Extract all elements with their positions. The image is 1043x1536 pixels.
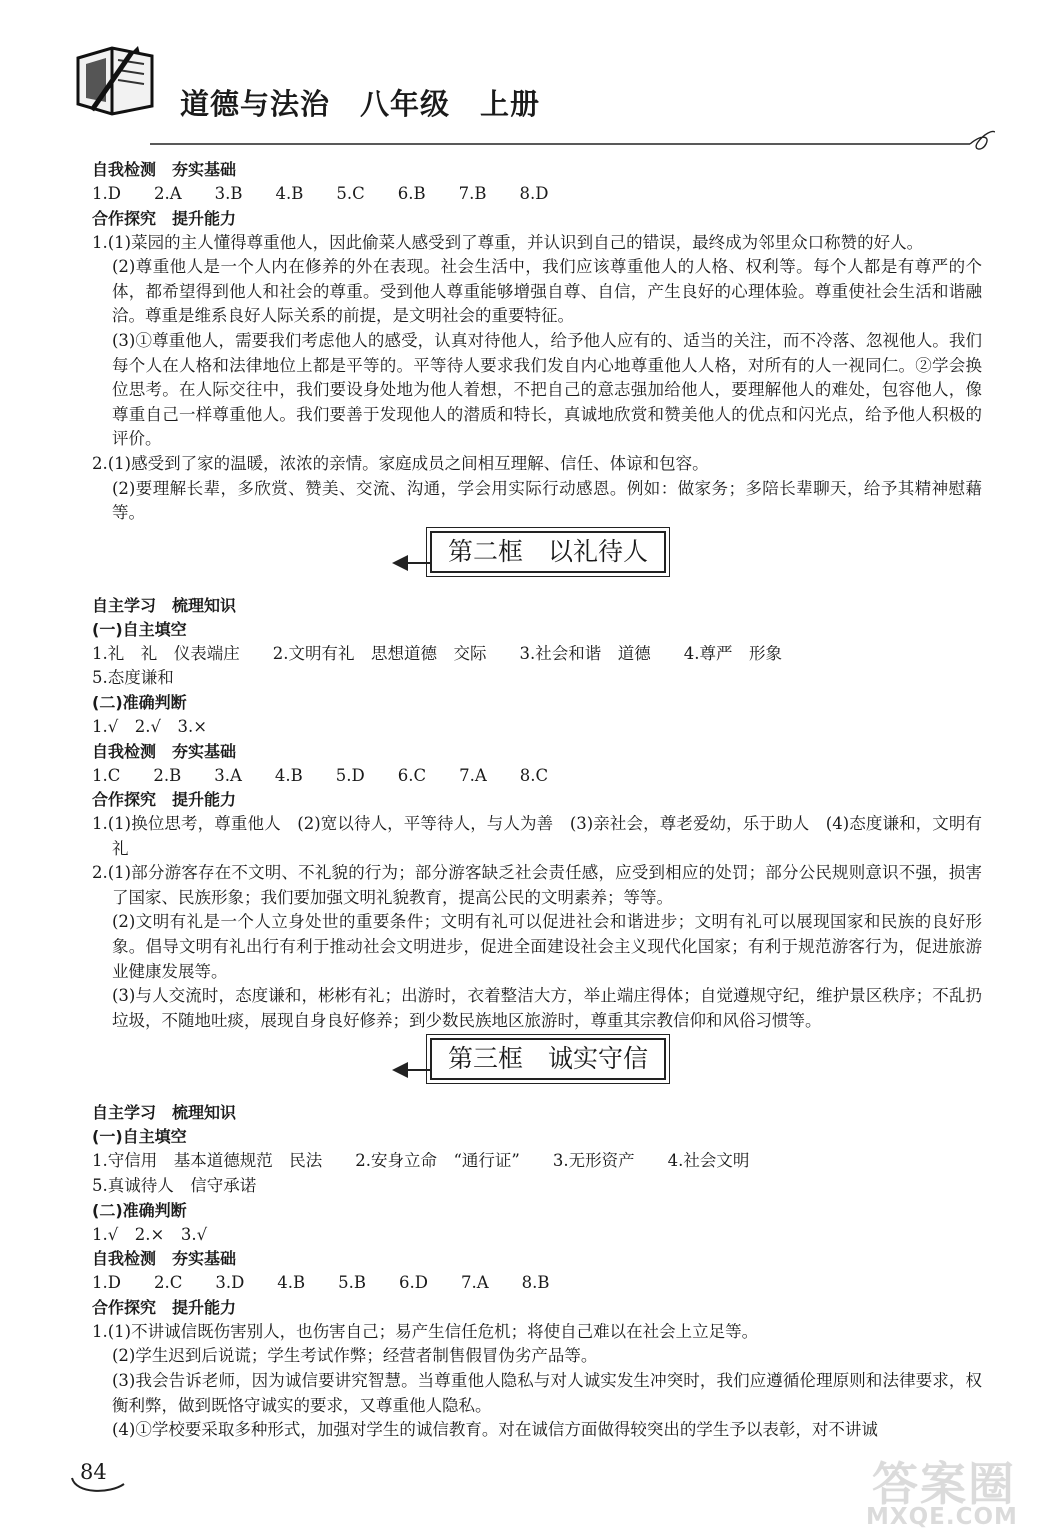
answer-content [92, 158, 982, 1443]
page-header [0, 0, 1043, 150]
answer-line: 1.守信用 基本道德规范 民法 2.安身立命 “通行证” 3.无形资产 4.社会文明 [92, 1151, 750, 1171]
answer-line: 5.态度谦和 [92, 668, 174, 688]
answer-paragraph: 1.(1)菜园的主人懂得尊重他人，因此偷菜人感受到了尊重，并认识到自己的错误，最终成为邻里众口称赞的好人。 [92, 232, 924, 252]
section-banner [92, 1038, 982, 1098]
answer-paragraph: 2.(1)部分游客存在不文明、不礼貌的行为；部分游客缺乏社会责任感，应受到相应的处罚；部分公民规则意识不强，损害了国家、民族形象；我们要加强文明礼貌教育，提高公民的文明素养；等等。 [92, 863, 982, 907]
banner-title: 第三框 诚实守信 [430, 1038, 666, 1080]
sub-heading: (二)准确判断 [92, 1200, 187, 1220]
answer-paragraph: (2)要理解长辈，多欣赏、赞美、交流、沟通，学会用实际行动感恩。例如：做家务；多陪长辈聊天，给予其精神慰藉等。 [112, 478, 982, 523]
section-heading: 合作探究 提升能力 [92, 790, 237, 810]
answer-line: 1.D 2.A 3.B 4.B 5.C 6.B 7.B 8.D [92, 184, 549, 203]
header-divider [150, 130, 995, 154]
section-heading: 自我检测 夯实基础 [92, 1249, 237, 1269]
section-heading: 自主学习 梳理知识 [92, 595, 237, 615]
answer-line: 1.礼 礼 仪表端庄 2.文明有礼 思想道德 交际 3.社会和谐 道德 4.尊严 形象 [92, 643, 782, 663]
page-number-decoration [70, 1476, 126, 1496]
section-heading: 自主学习 梳理知识 [92, 1103, 237, 1123]
answer-paragraph: (2)学生迟到后说谎；学生考试作弊；经营者制售假冒伪劣产品等。 [112, 1346, 598, 1366]
section-heading: 自我检测 夯实基础 [92, 741, 237, 761]
section-heading: 合作探究 提升能力 [92, 1297, 237, 1317]
answer-paragraph: (2)文明有礼是一个人立身处世的重要条件；文明有礼可以促进社会和谐进步；文明有礼可以展现国家和民族的良好形象。倡导文明有礼出行有利于推动社会文明进步，促进全面建设社会主义现代化国家；有利于规范游客行为，促进旅游业健康发展等。 [112, 912, 982, 981]
answer-line: 5.真诚待人 信守承诺 [92, 1176, 257, 1196]
answer-paragraph: 1.(1)换位思考，尊重他人 (2)宽以待人，平等待人，与人为善 (3)亲社会，尊老爱幼，乐于助人 (4)态度谦和，文明有礼 [92, 814, 982, 858]
answer-paragraph: (3)我会告诉老师，因为诚信要讲究智慧。当尊重他人隐私与对人诚实发生冲突时，我们应遵循伦理原则和法律要求，权衡利弊，做到既恪守诚实的要求，又尊重他人隐私。 [112, 1371, 982, 1415]
answer-line: 1.C 2.B 3.A 4.B 5.D 6.C 7.A 8.C [92, 765, 549, 785]
sub-heading: (一)自主填空 [92, 619, 187, 639]
banner-title: 第二框 以礼待人 [430, 531, 666, 573]
watermark-url-text: MXQE.COM [866, 1504, 1018, 1530]
watermark [862, 1448, 1018, 1530]
section-banner [92, 531, 982, 591]
answer-paragraph: (4)①学校要采取多种形式，加强对学生的诚信教育。对在诚信方面做得较突出的学生予以表彰，对不讲诚 [112, 1420, 878, 1440]
answer-paragraph: (2)尊重他人是一个人内在修养的外在表现。社会生活中，我们应该尊重他人的人格、权利等。每个人都是有尊严的个体，都希望得到他人和社会的尊重。受到他人尊重能够增强自尊、自信，产生良好的心理体验。尊重使社会生活和谐融洽。尊重是维系良好人际关系的前提，是文明社会的重要特征。 [112, 257, 982, 326]
answer-paragraph: (3)与人交流时，态度谦和，彬彬有礼；出游时，衣着整洁大方，举止端庄得体；自觉遵规守纪，维护景区秩序；不乱扔垃圾，不随地吐痰，展现自身良好修养；到少数民族地区旅游时，尊重其宗教信仰和风俗习惯等。 [112, 986, 982, 1030]
book-icon [72, 44, 158, 116]
header-title: 道德与法治 八年级 上册 [180, 87, 541, 121]
page-number: 84 [80, 1460, 107, 1484]
answer-line: 1.D 2.C 3.D 4.B 5.B 6.D 7.A 8.B [92, 1273, 550, 1293]
answer-line: 1.√ 2.√ 3.× [92, 716, 208, 736]
section-heading: 自我检测 夯实基础 [92, 160, 237, 179]
section-heading: 合作探究 提升能力 [92, 208, 237, 228]
sub-heading: (一)自主填空 [92, 1127, 187, 1147]
sub-heading: (二)准确判断 [92, 692, 187, 712]
watermark-logo-text: 答案圈 [872, 1457, 1016, 1511]
answer-line: 1.√ 2.× 3.√ [92, 1224, 208, 1244]
answer-paragraph: 1.(1)不讲诚信既伤害别人，也伤害自己；易产生信任危机；将使自己难以在社会上立足等。 [92, 1321, 759, 1341]
answer-paragraph: (3)①尊重他人，需要我们考虑他人的感受，认真对待他人，给予他人应有的、适当的关注，而不冷落、忽视他人。我们每个人在人格和法律地位上都是平等的。平等待人要求我们发自内心地尊重他人人格，对所有的人一视同仁。②学会换位思考。在人际交往中，我们要设身处地为他人着想，不把自己的意志强加给他人，要理解他人的难处，包容他人，像尊重自己一样尊重他人。我们要善于发现他人的潜质和特长，真诚地欣赏和赞美他人的优点和闪光点，给予他人积极的评价。 [112, 330, 982, 449]
answer-paragraph: 2.(1)感受到了家的温暖，浓浓的亲情。家庭成员之间相互理解、信任、体谅和包容。 [92, 453, 709, 473]
